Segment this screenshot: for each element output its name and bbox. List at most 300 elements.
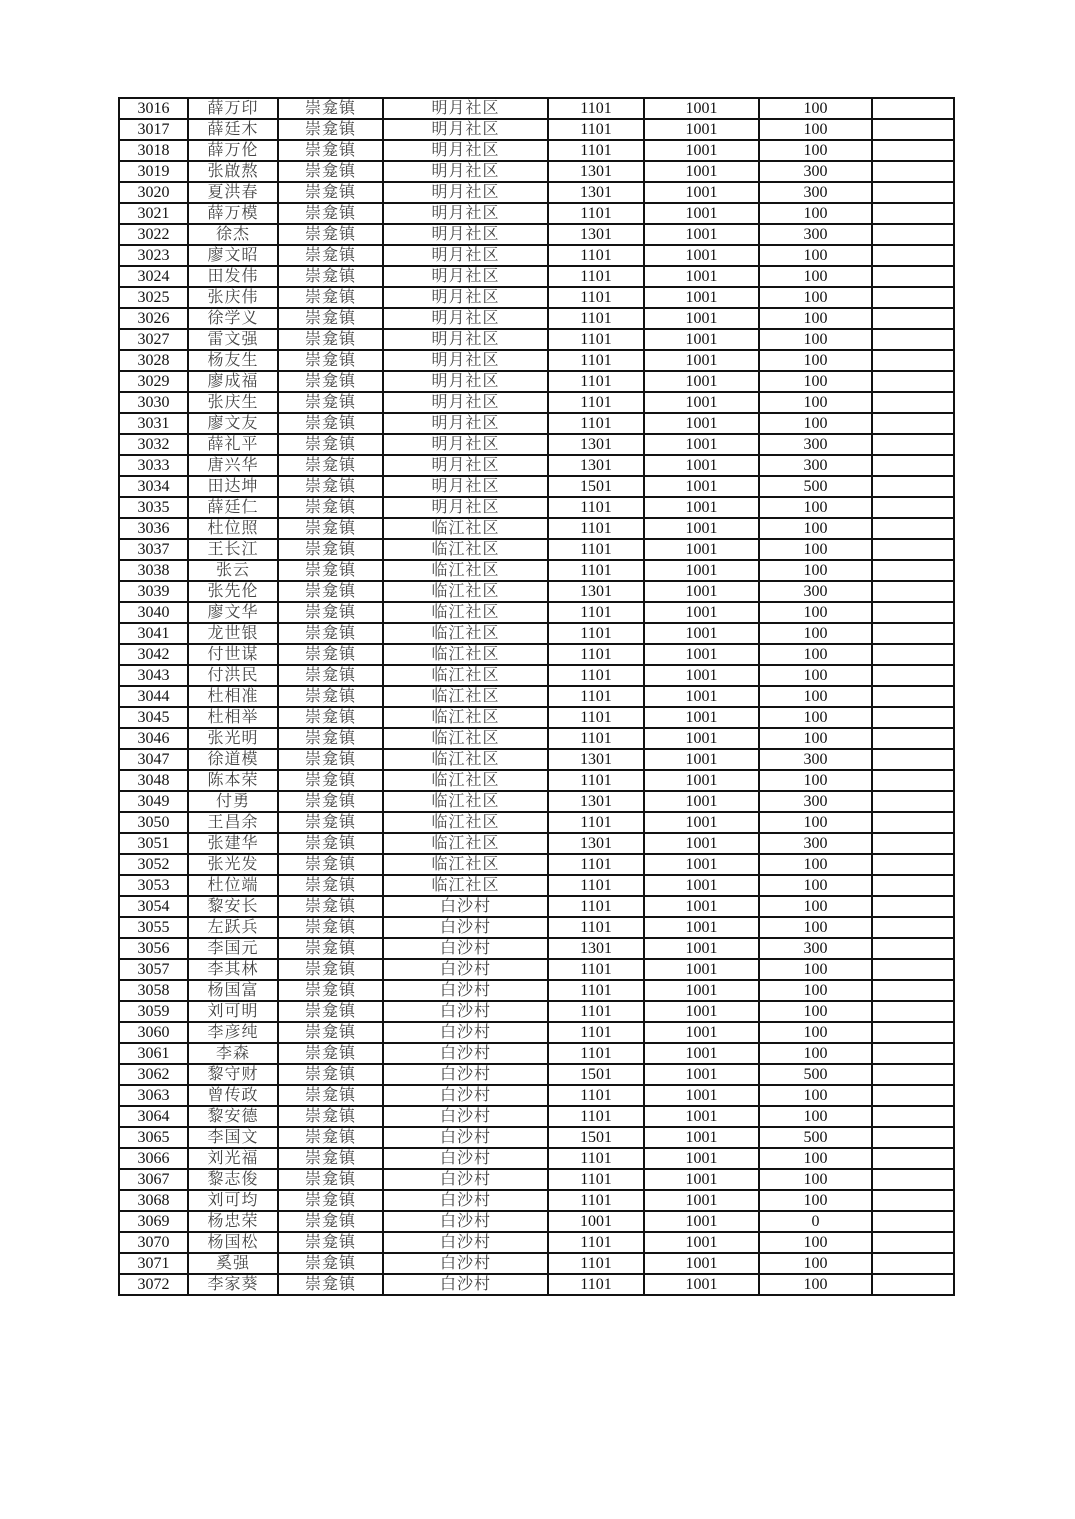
cell-amount: 100: [759, 623, 872, 644]
cell-town: 崇龛镇: [278, 1211, 383, 1232]
cell-code-a: 1301: [548, 938, 644, 959]
cell-name: 李国文: [188, 1127, 278, 1148]
cell-code-a: 1101: [548, 539, 644, 560]
cell-note: [872, 1274, 954, 1295]
cell-number: 3071: [119, 1253, 188, 1274]
cell-town: 崇龛镇: [278, 308, 383, 329]
cell-code-b: 1001: [644, 203, 759, 224]
cell-code-a: 1101: [548, 140, 644, 161]
table-row: [119, 581, 954, 602]
cell-amount: 500: [759, 1127, 872, 1148]
cell-town: 崇龛镇: [278, 413, 383, 434]
cell-town: 崇龛镇: [278, 896, 383, 917]
cell-name: 杨友生: [188, 350, 278, 371]
cell-number: 3051: [119, 833, 188, 854]
cell-code-a: 1101: [548, 245, 644, 266]
cell-code-a: 1101: [548, 1253, 644, 1274]
cell-town: 崇龛镇: [278, 140, 383, 161]
cell-town: 崇龛镇: [278, 959, 383, 980]
cell-note: [872, 497, 954, 518]
cell-amount: 100: [759, 539, 872, 560]
cell-name: 杨国富: [188, 980, 278, 1001]
cell-village: 临江社区: [383, 518, 548, 539]
cell-town: 崇龛镇: [278, 518, 383, 539]
cell-note: [872, 1064, 954, 1085]
cell-note: [872, 875, 954, 896]
cell-amount: 100: [759, 413, 872, 434]
cell-note: [872, 665, 954, 686]
cell-amount: 100: [759, 980, 872, 1001]
cell-code-b: 1001: [644, 1064, 759, 1085]
cell-amount: 100: [759, 266, 872, 287]
cell-note: [872, 413, 954, 434]
cell-amount: 500: [759, 476, 872, 497]
cell-note: [872, 203, 954, 224]
cell-name: 黎守财: [188, 1064, 278, 1085]
cell-village: 明月社区: [383, 413, 548, 434]
cell-code-a: 1101: [548, 1274, 644, 1295]
cell-amount: 500: [759, 1064, 872, 1085]
cell-name: 徐学义: [188, 308, 278, 329]
cell-number: 3036: [119, 518, 188, 539]
cell-amount: 100: [759, 518, 872, 539]
cell-number: 3020: [119, 182, 188, 203]
cell-code-b: 1001: [644, 560, 759, 581]
cell-note: [872, 749, 954, 770]
table-row: [119, 602, 954, 623]
cell-village: 白沙村: [383, 1169, 548, 1190]
cell-name: 廖文友: [188, 413, 278, 434]
table-row: [119, 938, 954, 959]
cell-note: [872, 245, 954, 266]
cell-code-b: 1001: [644, 455, 759, 476]
cell-name: 薛廷仁: [188, 497, 278, 518]
table-row: [119, 1211, 954, 1232]
cell-number: 3035: [119, 497, 188, 518]
cell-note: [872, 182, 954, 203]
table-row: [119, 1190, 954, 1211]
cell-note: [872, 938, 954, 959]
cell-code-a: 1501: [548, 1127, 644, 1148]
table-row: [119, 350, 954, 371]
cell-number: 3025: [119, 287, 188, 308]
cell-name: 廖文华: [188, 602, 278, 623]
table-row: [119, 476, 954, 497]
table-row: [119, 791, 954, 812]
cell-village: 明月社区: [383, 119, 548, 140]
cell-number: 3021: [119, 203, 188, 224]
cell-town: 崇龛镇: [278, 707, 383, 728]
cell-amount: 300: [759, 833, 872, 854]
cell-number: 3034: [119, 476, 188, 497]
cell-name: 杨忠荣: [188, 1211, 278, 1232]
cell-note: [872, 1253, 954, 1274]
cell-amount: 100: [759, 644, 872, 665]
cell-amount: 300: [759, 434, 872, 455]
cell-code-b: 1001: [644, 665, 759, 686]
table-row: [119, 203, 954, 224]
cell-note: [872, 1232, 954, 1253]
cell-name: 付世谋: [188, 644, 278, 665]
cell-village: 明月社区: [383, 203, 548, 224]
cell-number: 3019: [119, 161, 188, 182]
cell-village: 明月社区: [383, 245, 548, 266]
cell-village: 明月社区: [383, 371, 548, 392]
cell-note: [872, 833, 954, 854]
cell-name: 李国元: [188, 938, 278, 959]
cell-village: 白沙村: [383, 1253, 548, 1274]
cell-town: 崇龛镇: [278, 182, 383, 203]
cell-name: 廖成福: [188, 371, 278, 392]
cell-number: 3039: [119, 581, 188, 602]
cell-code-a: 1101: [548, 392, 644, 413]
cell-number: 3068: [119, 1190, 188, 1211]
cell-note: [872, 266, 954, 287]
cell-code-b: 1001: [644, 434, 759, 455]
cell-code-a: 1101: [548, 287, 644, 308]
table-row: [119, 497, 954, 518]
cell-amount: 100: [759, 707, 872, 728]
cell-code-b: 1001: [644, 1190, 759, 1211]
cell-note: [872, 581, 954, 602]
cell-code-b: 1001: [644, 980, 759, 1001]
cell-note: [872, 1148, 954, 1169]
cell-amount: 100: [759, 917, 872, 938]
cell-town: 崇龛镇: [278, 749, 383, 770]
cell-note: [872, 560, 954, 581]
table-row: [119, 980, 954, 1001]
cell-town: 崇龛镇: [278, 1169, 383, 1190]
cell-town: 崇龛镇: [278, 392, 383, 413]
cell-name: 左跃兵: [188, 917, 278, 938]
cell-code-a: 1101: [548, 854, 644, 875]
cell-code-b: 1001: [644, 854, 759, 875]
cell-code-a: 1501: [548, 476, 644, 497]
cell-town: 崇龛镇: [278, 980, 383, 1001]
cell-note: [872, 896, 954, 917]
table-row: [119, 1022, 954, 1043]
cell-number: 3055: [119, 917, 188, 938]
cell-amount: 100: [759, 728, 872, 749]
cell-number: 3060: [119, 1022, 188, 1043]
cell-code-a: 1101: [548, 350, 644, 371]
cell-code-a: 1101: [548, 917, 644, 938]
cell-code-b: 1001: [644, 1106, 759, 1127]
cell-amount: 100: [759, 1001, 872, 1022]
table-row: [119, 896, 954, 917]
cell-village: 白沙村: [383, 1064, 548, 1085]
cell-amount: 300: [759, 161, 872, 182]
cell-code-b: 1001: [644, 329, 759, 350]
cell-code-a: 1101: [548, 1169, 644, 1190]
cell-amount: 300: [759, 581, 872, 602]
cell-village: 明月社区: [383, 98, 548, 119]
cell-town: 崇龛镇: [278, 476, 383, 497]
cell-name: 薛万印: [188, 98, 278, 119]
cell-town: 崇龛镇: [278, 161, 383, 182]
table-row: [119, 371, 954, 392]
cell-note: [872, 1085, 954, 1106]
cell-code-a: 1101: [548, 497, 644, 518]
cell-town: 崇龛镇: [278, 665, 383, 686]
cell-name: 张建华: [188, 833, 278, 854]
data-table: [118, 97, 955, 1296]
cell-number: 3046: [119, 728, 188, 749]
cell-note: [872, 224, 954, 245]
cell-note: [872, 644, 954, 665]
cell-village: 白沙村: [383, 1211, 548, 1232]
cell-name: 王长江: [188, 539, 278, 560]
cell-amount: 100: [759, 1085, 872, 1106]
cell-town: 崇龛镇: [278, 224, 383, 245]
table-row: [119, 707, 954, 728]
table-row: [119, 728, 954, 749]
cell-village: 临江社区: [383, 707, 548, 728]
cell-number: 3049: [119, 791, 188, 812]
cell-code-a: 1101: [548, 770, 644, 791]
cell-note: [872, 959, 954, 980]
cell-amount: 100: [759, 875, 872, 896]
cell-number: 3057: [119, 959, 188, 980]
cell-code-b: 1001: [644, 1085, 759, 1106]
cell-code-b: 1001: [644, 392, 759, 413]
cell-name: 唐兴华: [188, 455, 278, 476]
cell-name: 杨国松: [188, 1232, 278, 1253]
cell-number: 3030: [119, 392, 188, 413]
cell-village: 临江社区: [383, 581, 548, 602]
cell-amount: 100: [759, 203, 872, 224]
cell-town: 崇龛镇: [278, 770, 383, 791]
cell-name: 黎安德: [188, 1106, 278, 1127]
table-row: [119, 140, 954, 161]
cell-code-b: 1001: [644, 707, 759, 728]
cell-amount: 0: [759, 1211, 872, 1232]
cell-village: 白沙村: [383, 1232, 548, 1253]
cell-name: 奚强: [188, 1253, 278, 1274]
table-row: [119, 812, 954, 833]
cell-town: 崇龛镇: [278, 1148, 383, 1169]
cell-code-a: 1101: [548, 329, 644, 350]
cell-number: 3066: [119, 1148, 188, 1169]
cell-code-a: 1101: [548, 1085, 644, 1106]
cell-village: 明月社区: [383, 224, 548, 245]
cell-number: 3070: [119, 1232, 188, 1253]
table-row: [119, 770, 954, 791]
cell-number: 3027: [119, 329, 188, 350]
table-row: [119, 308, 954, 329]
cell-name: 曾传政: [188, 1085, 278, 1106]
cell-note: [872, 161, 954, 182]
cell-name: 雷文强: [188, 329, 278, 350]
table-row: [119, 392, 954, 413]
cell-name: 李彦纯: [188, 1022, 278, 1043]
cell-code-b: 1001: [644, 938, 759, 959]
cell-number: 3022: [119, 224, 188, 245]
cell-code-a: 1301: [548, 581, 644, 602]
cell-code-a: 1101: [548, 98, 644, 119]
cell-town: 崇龛镇: [278, 1274, 383, 1295]
table-row: [119, 1274, 954, 1295]
cell-name: 张云: [188, 560, 278, 581]
cell-village: 临江社区: [383, 560, 548, 581]
cell-village: 临江社区: [383, 854, 548, 875]
table-row: [119, 686, 954, 707]
cell-code-b: 1001: [644, 959, 759, 980]
cell-name: 李家葵: [188, 1274, 278, 1295]
cell-note: [872, 854, 954, 875]
cell-village: 白沙村: [383, 1148, 548, 1169]
cell-code-b: 1001: [644, 1148, 759, 1169]
cell-number: 3053: [119, 875, 188, 896]
cell-name: 张啟熬: [188, 161, 278, 182]
cell-town: 崇龛镇: [278, 98, 383, 119]
cell-village: 临江社区: [383, 875, 548, 896]
cell-number: 3042: [119, 644, 188, 665]
cell-town: 崇龛镇: [278, 1085, 383, 1106]
cell-code-a: 1101: [548, 1232, 644, 1253]
table-row: [119, 875, 954, 896]
cell-amount: 300: [759, 749, 872, 770]
cell-name: 徐道模: [188, 749, 278, 770]
cell-code-b: 1001: [644, 581, 759, 602]
cell-note: [872, 1169, 954, 1190]
cell-code-a: 1101: [548, 728, 644, 749]
cell-village: 明月社区: [383, 182, 548, 203]
cell-note: [872, 707, 954, 728]
cell-village: 临江社区: [383, 602, 548, 623]
cell-name: 王昌余: [188, 812, 278, 833]
cell-number: 3029: [119, 371, 188, 392]
cell-code-a: 1301: [548, 749, 644, 770]
cell-amount: 100: [759, 1106, 872, 1127]
cell-town: 崇龛镇: [278, 560, 383, 581]
cell-name: 薛廷木: [188, 119, 278, 140]
cell-number: 3017: [119, 119, 188, 140]
cell-code-a: 1101: [548, 413, 644, 434]
cell-number: 3069: [119, 1211, 188, 1232]
cell-village: 白沙村: [383, 1043, 548, 1064]
cell-code-b: 1001: [644, 539, 759, 560]
cell-amount: 100: [759, 329, 872, 350]
cell-code-b: 1001: [644, 119, 759, 140]
cell-amount: 300: [759, 224, 872, 245]
table-row: [119, 161, 954, 182]
cell-note: [872, 1106, 954, 1127]
cell-note: [872, 98, 954, 119]
cell-village: 白沙村: [383, 1001, 548, 1022]
cell-town: 崇龛镇: [278, 371, 383, 392]
table-row: [119, 1001, 954, 1022]
cell-note: [872, 623, 954, 644]
cell-village: 白沙村: [383, 938, 548, 959]
cell-amount: 100: [759, 896, 872, 917]
cell-amount: 100: [759, 770, 872, 791]
cell-name: 徐杰: [188, 224, 278, 245]
table-row: [119, 329, 954, 350]
cell-amount: 100: [759, 812, 872, 833]
cell-village: 临江社区: [383, 728, 548, 749]
cell-code-a: 1101: [548, 875, 644, 896]
cell-note: [872, 518, 954, 539]
cell-village: 明月社区: [383, 434, 548, 455]
table-row: [119, 98, 954, 119]
table-row: [119, 518, 954, 539]
cell-village: 白沙村: [383, 980, 548, 1001]
cell-note: [872, 1043, 954, 1064]
cell-number: 3061: [119, 1043, 188, 1064]
cell-number: 3041: [119, 623, 188, 644]
cell-town: 崇龛镇: [278, 686, 383, 707]
cell-amount: 100: [759, 1190, 872, 1211]
cell-village: 白沙村: [383, 959, 548, 980]
table-row: [119, 224, 954, 245]
cell-code-b: 1001: [644, 182, 759, 203]
cell-town: 崇龛镇: [278, 266, 383, 287]
cell-code-b: 1001: [644, 98, 759, 119]
cell-note: [872, 686, 954, 707]
cell-code-a: 1101: [548, 371, 644, 392]
cell-note: [872, 371, 954, 392]
cell-village: 临江社区: [383, 812, 548, 833]
cell-amount: 100: [759, 959, 872, 980]
cell-town: 崇龛镇: [278, 1001, 383, 1022]
cell-village: 明月社区: [383, 287, 548, 308]
cell-village: 白沙村: [383, 1190, 548, 1211]
cell-code-b: 1001: [644, 875, 759, 896]
cell-village: 明月社区: [383, 476, 548, 497]
cell-village: 临江社区: [383, 644, 548, 665]
cell-code-a: 1301: [548, 161, 644, 182]
table-row: [119, 245, 954, 266]
table-row: [119, 1043, 954, 1064]
cell-town: 崇龛镇: [278, 455, 383, 476]
table-row: [119, 182, 954, 203]
cell-code-a: 1301: [548, 224, 644, 245]
cell-name: 李森: [188, 1043, 278, 1064]
cell-amount: 100: [759, 1169, 872, 1190]
cell-number: 3062: [119, 1064, 188, 1085]
cell-note: [872, 917, 954, 938]
cell-code-b: 1001: [644, 1169, 759, 1190]
cell-amount: 100: [759, 98, 872, 119]
cell-amount: 300: [759, 182, 872, 203]
cell-number: 3040: [119, 602, 188, 623]
cell-code-a: 1301: [548, 434, 644, 455]
cell-name: 薛万伦: [188, 140, 278, 161]
cell-code-b: 1001: [644, 350, 759, 371]
cell-name: 张庆伟: [188, 287, 278, 308]
cell-code-a: 1101: [548, 203, 644, 224]
cell-code-b: 1001: [644, 140, 759, 161]
cell-town: 崇龛镇: [278, 833, 383, 854]
table-row: [119, 1106, 954, 1127]
cell-note: [872, 1211, 954, 1232]
cell-town: 崇龛镇: [278, 350, 383, 371]
cell-town: 崇龛镇: [278, 1043, 383, 1064]
table-row: [119, 665, 954, 686]
cell-name: 陈本荣: [188, 770, 278, 791]
cell-name: 杜相举: [188, 707, 278, 728]
cell-town: 崇龛镇: [278, 938, 383, 959]
cell-number: 3043: [119, 665, 188, 686]
table-row: [119, 1253, 954, 1274]
table-row: [119, 455, 954, 476]
cell-amount: 100: [759, 287, 872, 308]
cell-code-b: 1001: [644, 476, 759, 497]
cell-code-b: 1001: [644, 1253, 759, 1274]
cell-code-a: 1101: [548, 560, 644, 581]
cell-note: [872, 602, 954, 623]
